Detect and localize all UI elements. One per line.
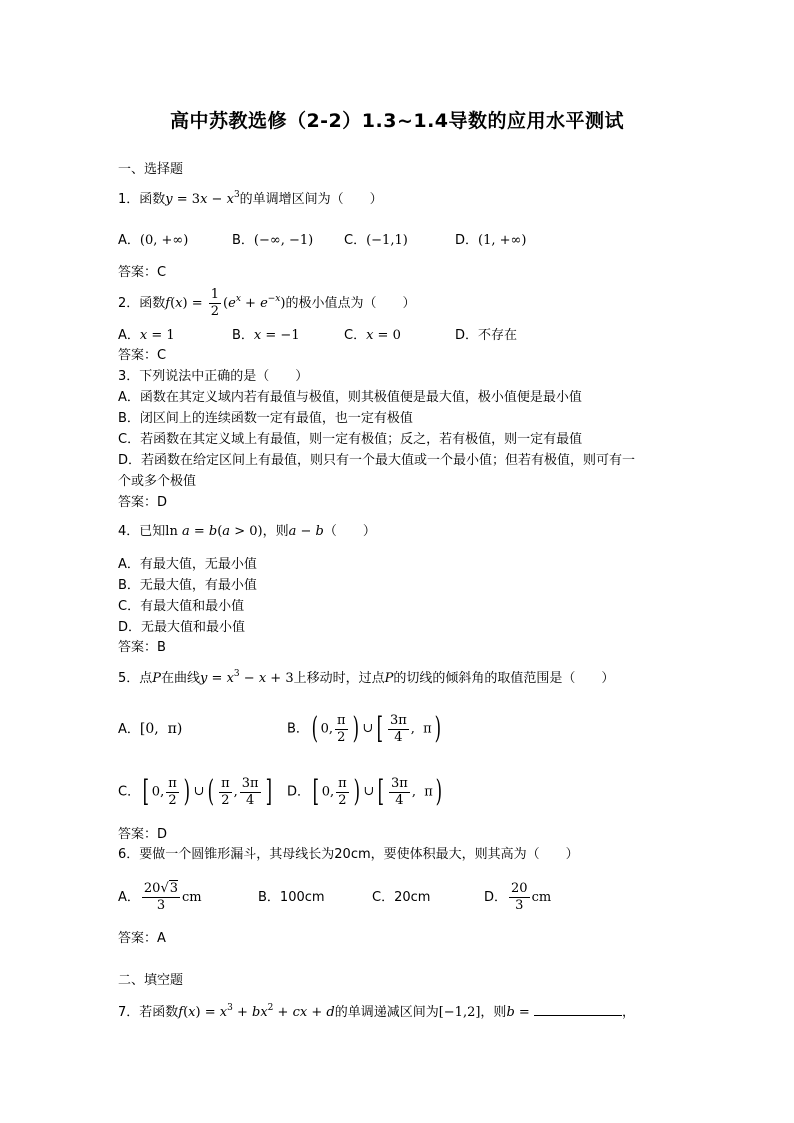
q1-stem-prefix: 1．函数	[118, 192, 166, 207]
q1-option-c: C．(−1,1)	[344, 233, 408, 248]
q1-answer: 答案：C	[118, 265, 167, 280]
q3-option-b: B．闭区间上的连续函数一定有最值，也一定有极值	[118, 411, 413, 426]
q2-option-d: D．不存在	[455, 328, 518, 343]
q5-option-a: A．[0, π)	[118, 721, 183, 737]
q3-option-d-cont: 个或多个极值	[118, 474, 197, 489]
question-7: 7．若函数$f(x) = x^3 + bx^2$ + cx + d的单调递减区间为[−1,2]，则b = ，	[118, 1003, 635, 1020]
q2-fraction: $\frac{1}{2}$	[210, 287, 220, 319]
q5-option-b: B．( 0, $\frac{\pi}{2}$ ) ∪ [ $\frac{3\pi}{4}$ , π)	[287, 711, 441, 746]
question-4: 4．已知ln a = b(a > 0)，则a − b（ ）	[118, 524, 376, 539]
q3-option-c: C．若函数在其定义域上有最值，则一定有极值；反之，若有极值，则一定有最值	[118, 432, 583, 447]
q6-option-d: D． $\frac{20}{3}$ cm	[484, 881, 552, 913]
q1-option-b: B．(−∞, −1)	[232, 233, 314, 248]
q5-option-d: D．[ 0, $\frac{\pi}{2}$ ) ∪ [ $\frac{3\pi}{4}$ , π)	[287, 774, 442, 809]
question-1: 1．函数$y = 3x - x^3$的单调增区间为（ ）	[118, 190, 383, 207]
section-heading-choice: 一、选择题	[118, 162, 184, 177]
q5-answer: 答案：D	[118, 827, 168, 842]
question-5: 5．点P在曲线$y = x^3 - x + 3$上移动时，过点P的切线的倾斜角的取值范围是（ ）	[118, 669, 615, 686]
q1-stem-suffix: 的单调增区间为（ ）	[239, 192, 383, 207]
question-6: 6．要做一个圆锥形漏斗，其母线长为20cm，要使体积最大，则其高为（ ）	[118, 847, 579, 862]
q2-option-c: C．x = 0	[344, 328, 401, 343]
question-2: 2．函数f(x) = $\frac{1}{2}$ $(e^x + e^{-x})$的极小值点为（ ）	[118, 287, 416, 319]
q5-option-c: C．[ 0, $\frac{\pi}{2}$ ) ∪ ( $\frac{\pi}{2}$ , $\frac{3\pi}{4}$ ]	[118, 774, 272, 809]
q4-option-a: A．有最大值，无最小值	[118, 557, 257, 572]
q3-option-a: A．函数在其定义域内若有最值与极值，则其极值便是最大值，极小值便是最小值	[118, 390, 582, 405]
q6-answer: 答案：A	[118, 931, 166, 946]
page-title: 高中苏教选修（2-2）1.3~1.4导数的应用水平测试	[169, 110, 625, 132]
q4-option-c: C．有最大值和最小值	[118, 599, 245, 614]
section-heading-fill: 二、填空题	[118, 973, 184, 988]
q7-answer-blank[interactable]	[534, 1002, 622, 1016]
q2-answer: 答案：C	[118, 348, 167, 363]
question-3: 3．下列说法中正确的是（ ）	[118, 369, 309, 384]
q6-option-b: B．100cm	[258, 890, 325, 905]
q2-option-a: A．x = 1	[118, 328, 175, 343]
q1-formula: y	[165, 192, 173, 207]
q1-option-a: A．(0, +∞)	[118, 233, 189, 248]
q4-answer: 答案：B	[118, 640, 166, 655]
q1-option-d: D．(1, +∞)	[455, 233, 527, 248]
q4-option-d: D．无最大值和最小值	[118, 620, 246, 635]
q2-option-b: B．x = −1	[232, 328, 300, 343]
q3-answer: 答案：D	[118, 495, 168, 510]
q4-option-b: B．无最大值，有最小值	[118, 578, 257, 593]
q6-option-c: C．20cm	[372, 890, 431, 905]
q6-option-a: A． $\frac{20√3}{3}$ cm	[118, 881, 202, 913]
q3-option-d: D．若函数在给定区间上有最值，则只有一个最大值或一个最小值；但若有极值，则可有一	[118, 453, 636, 468]
